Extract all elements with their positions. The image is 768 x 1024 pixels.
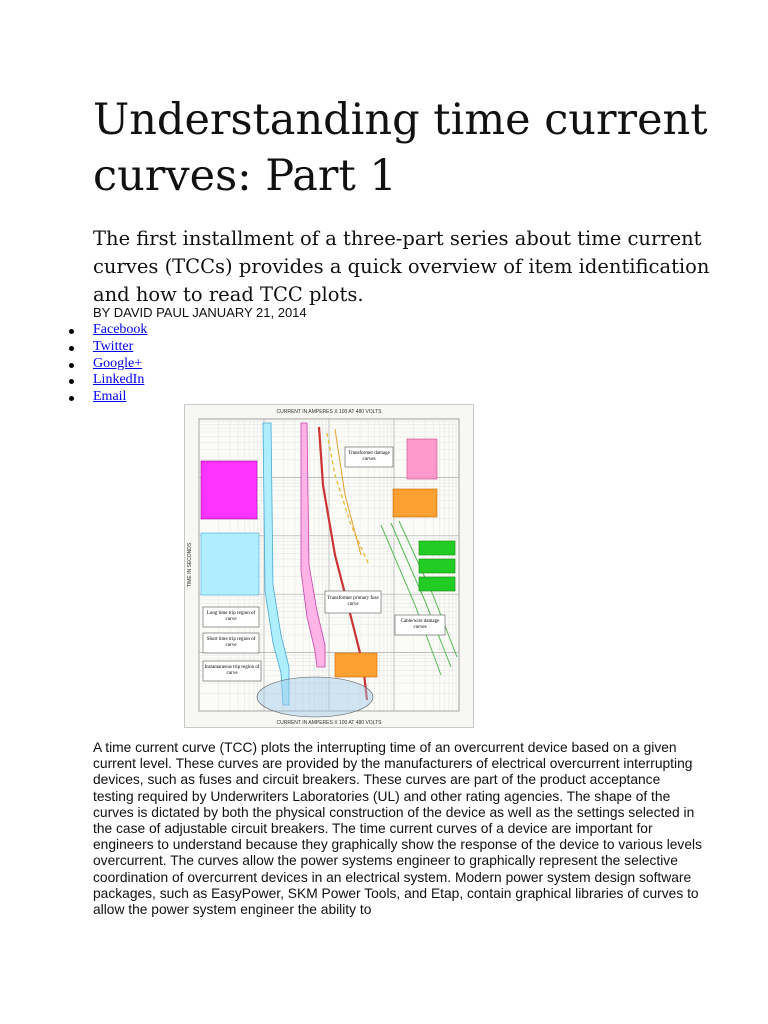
breaker-settings-box-magenta <box>201 461 257 519</box>
label-instantaneous: Instantaneous trip region of curve <box>204 665 260 676</box>
share-item-linkedin <box>64 372 147 389</box>
share-links <box>64 322 147 406</box>
linkedin-link[interactable]: LinkedIn <box>93 372 145 388</box>
article-title: Understanding time current curves: Part 1 <box>93 95 708 201</box>
share-item-email <box>64 389 147 406</box>
fuse-settings-box <box>407 439 437 479</box>
email-link[interactable]: Email <box>93 389 127 405</box>
googleplus-link[interactable]: Google+ <box>93 355 143 371</box>
breaker-settings-box-cyan <box>201 533 259 595</box>
label-transformer-primary-fuse: Transformer primary fuse curve <box>327 596 379 607</box>
axis-left-label: TIME IN SECONDS <box>187 542 193 588</box>
label-transformer-damage: Transformer damage curves <box>348 451 390 462</box>
cable-box-1 <box>419 541 455 555</box>
article-body: A time current curve (TCC) plots the interrupting time of an overcurrent device based on a given current level. These curves are provided by the manufacturers of electrical overcurrent interrupting devices, such as fuses and circuit breakers. These curves are part of the product acceptance testing required by Underwriters Laboratories (UL) and other rating agencies. The shape of the curves is dictated by both the physical construction of the device as well as the settings selected in the case of adjustable circuit breakers. The time current curves of a device are important for engineers to understand because they graphically show the response of the device to various levels overcurrent. The curves allow the power systems engineer to graphically represent the selective coordination of overcurrent devices in an electrical system. Modern power system design software packages, such as EasyPower, SKM Power Tools, and Etap, contain graphical libraries of curves to allow the power system engineer the ability to <box>93 740 702 918</box>
article-byline: BY DAVID PAUL JANUARY 21, 2014 <box>93 305 307 320</box>
article-subtitle: The first installment of a three-part series about time current curves (TCCs) provides a quick overview of item identification and how to read TCC plots. <box>93 227 710 306</box>
tcc-figure <box>184 404 474 728</box>
twitter-link[interactable]: Twitter <box>93 338 134 354</box>
cable-box-3 <box>419 577 455 591</box>
share-item-googleplus <box>64 356 147 373</box>
label-short-time: Short time trip region of curve <box>206 637 256 648</box>
instantaneous-region-ellipse <box>257 677 373 717</box>
axis-bottom-label: CURRENT IN AMPERES X 100 AT 480 VOLTS <box>276 720 382 726</box>
transformer-box-bottom <box>335 653 377 677</box>
axis-top-label: CURRENT IN AMPERES X 100 AT 480 VOLTS <box>276 409 382 415</box>
cable-box-2 <box>419 559 455 573</box>
tcc-plot <box>185 405 473 727</box>
share-item-facebook <box>64 322 147 339</box>
label-cable-damage: Cable/wire damage curves <box>400 619 440 630</box>
transformer-box-top <box>393 489 437 517</box>
share-item-twitter <box>64 339 147 356</box>
label-long-time: Long time trip region of curve <box>206 611 256 622</box>
facebook-link[interactable]: Facebook <box>93 322 148 337</box>
